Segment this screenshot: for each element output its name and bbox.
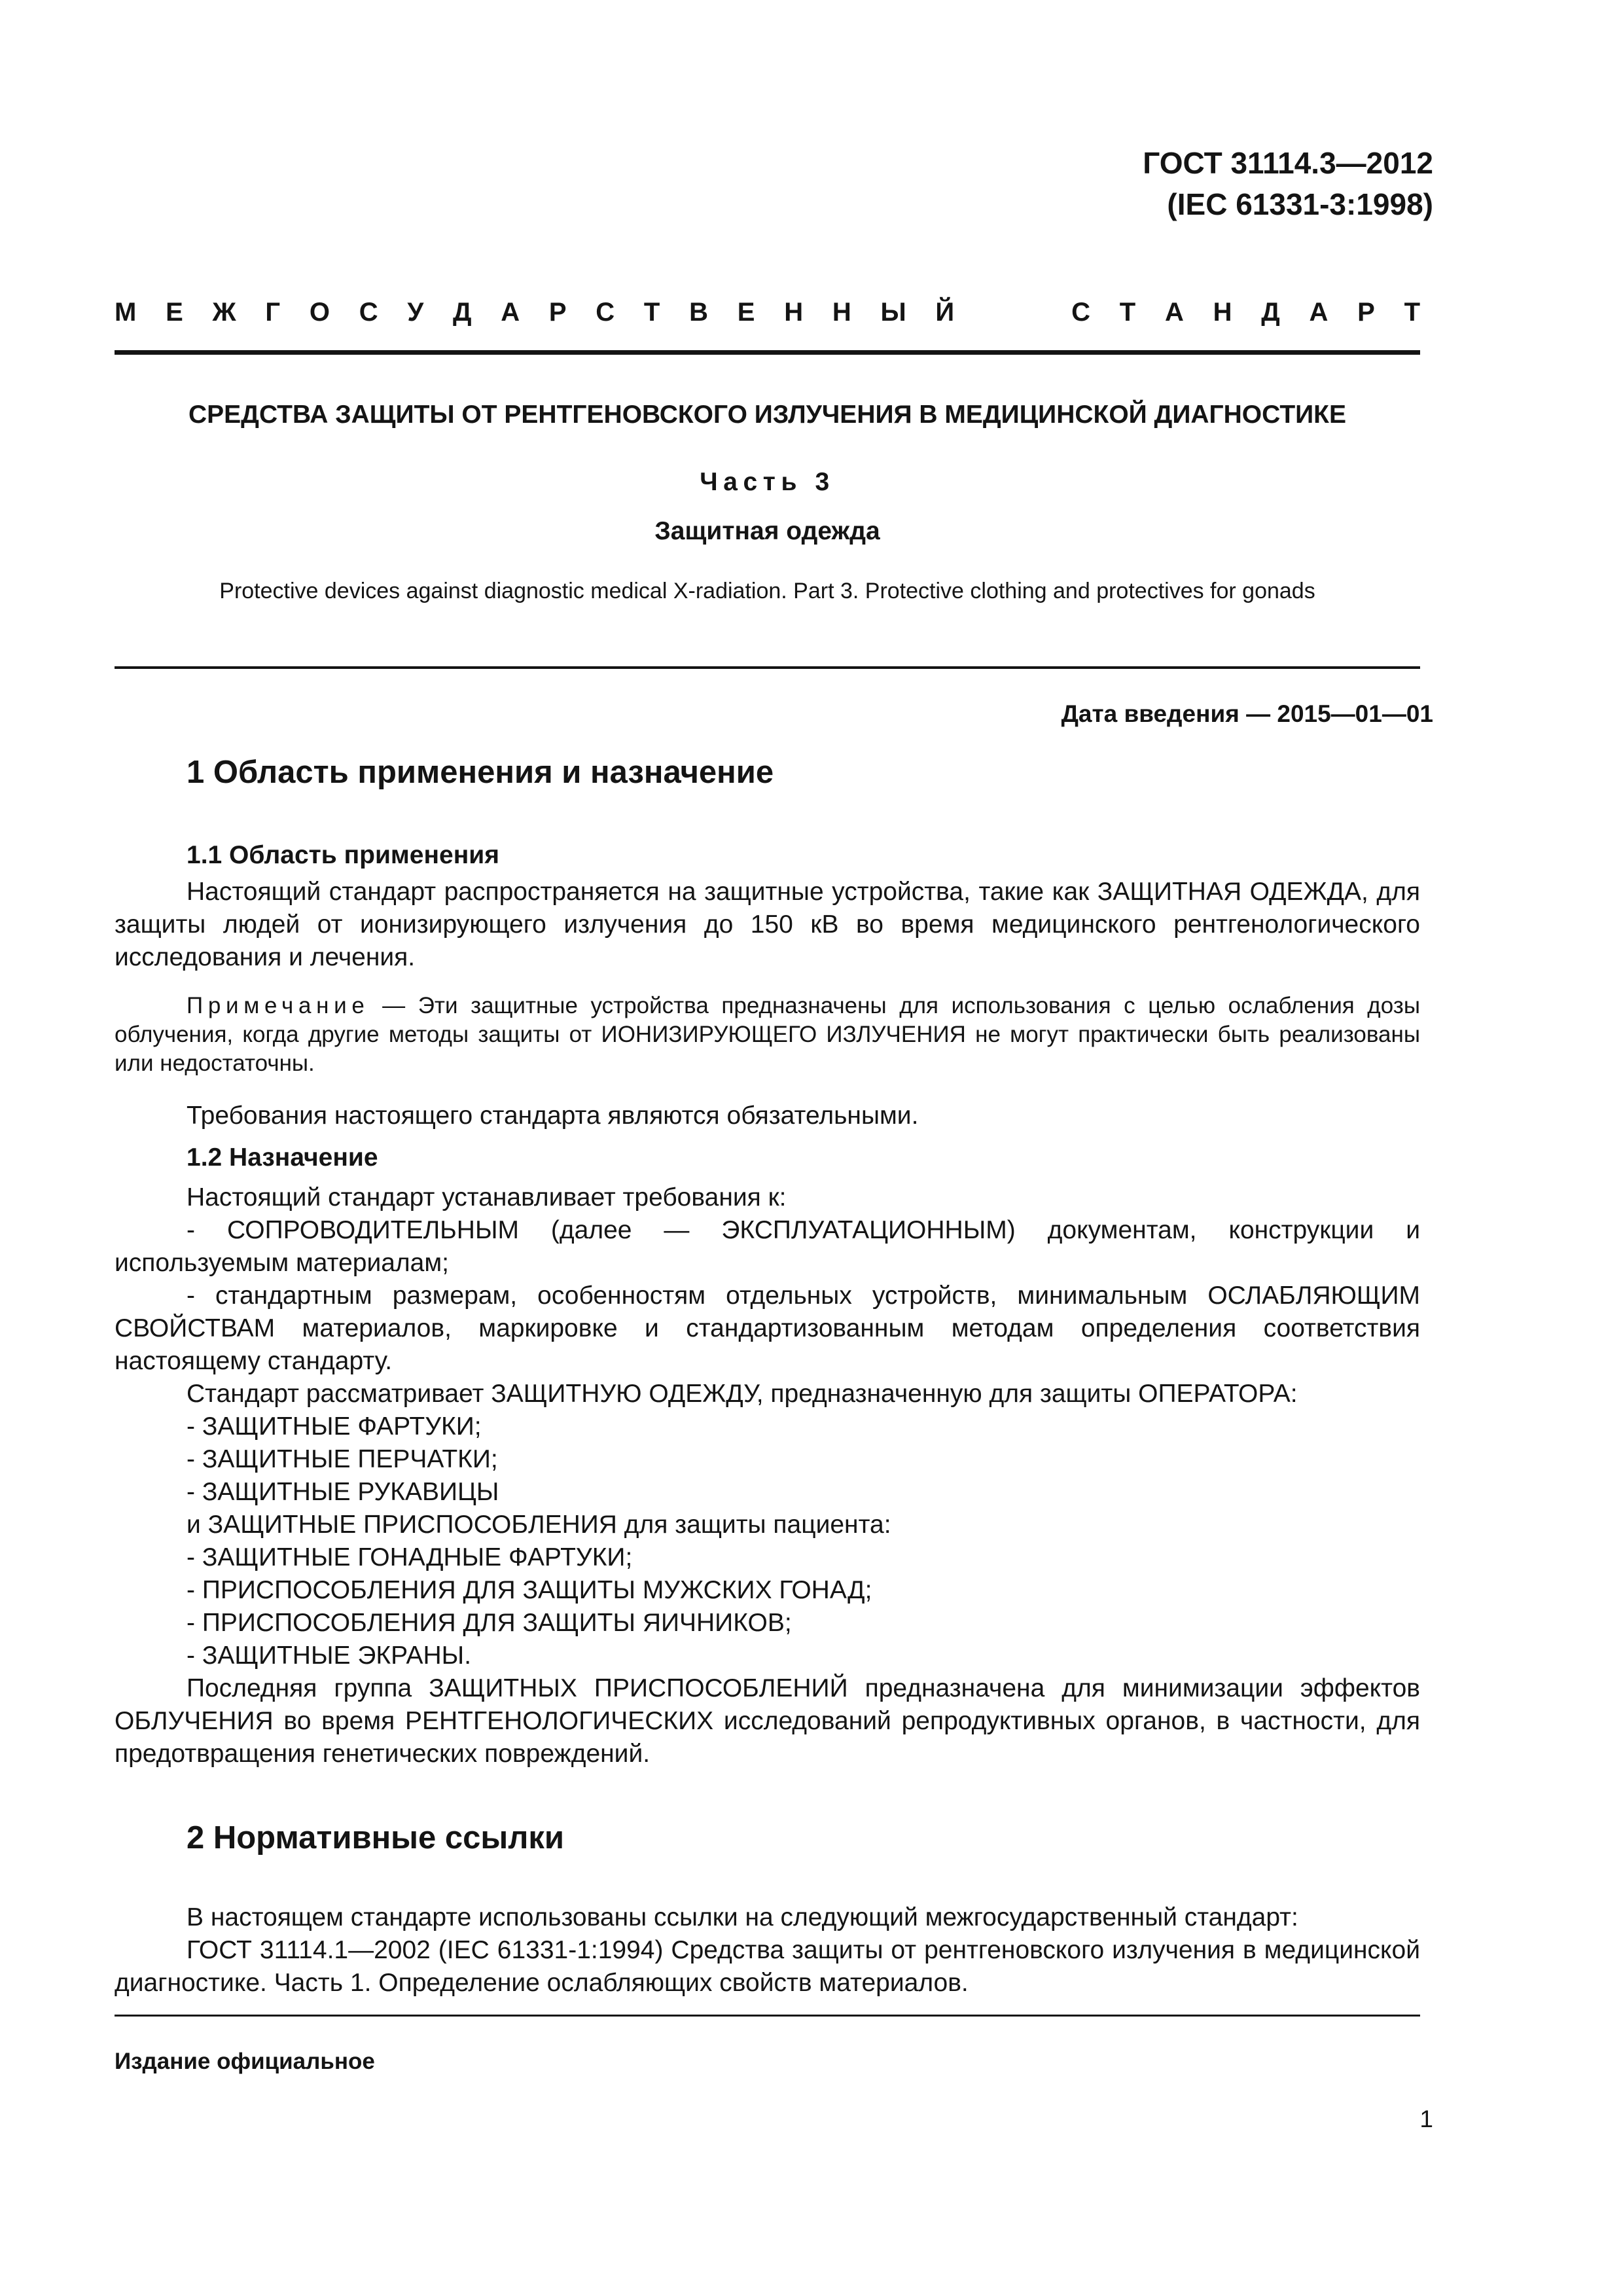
references-intro: В настоящем стандарте использованы ссылки на следующий межгосударственный стандарт: [187,1903,1298,1931]
patient-item: - ЗАЩИТНЫЕ ГОНАДНЫЕ ФАРТУКИ; [187,1543,633,1571]
note-paragraph [115,992,1420,1078]
reference-item: ГОСТ 31114.1—2002 (IEC 61331-1:1994) Средства защиты от рентгеновского излучения в медицинской диагностике. Часть 1. Определение ослабляющих свойств материалов. [115,1936,1420,1997]
title-rule [115,666,1420,669]
last-group-paragraph: Последняя группа ЗАЩИТНЫХ ПРИСПОСОБЛЕНИЙ предназначена для минимизации эффектов ОБЛУЧЕНИЯ во время РЕНТГЕНОЛОГИЧЕСКИХ исследований репродуктивных органов, в частности, для предотвращения генетических повреждений. [115,1674,1420,1768]
operator-item: - ЗАЩИТНЫЕ РУКАВИЦЫ [187,1478,499,1506]
operator-item: - ЗАЩИТНЫЕ ПЕРЧАТКИ; [187,1445,498,1473]
scope-paragraph: Настоящий стандарт распространяется на защитные устройства, такие как ЗАЩИТНАЯ ОДЕЖДА, для защиты людей от ионизирующего излучения до 150 кВ во время медицинского рентгенологического исследования и лечения. [115,878,1420,971]
page-number: 1 [1419,2106,1433,2132]
note-block [115,992,1420,1078]
section-1-2-heading: 1.2 Назначение [187,1143,378,1172]
english-title: Protective devices against diagnostic medical X-radiation. Part 3. Protective clothing and protectives for gonads [219,579,1315,603]
document-subtitle: Защитная одежда [654,517,880,545]
standard-type: М Е Ж Г О С У Д А Р С Т В Е Н Н Ы Й С Т А Н Д А Р Т [115,298,1420,327]
footer-rule [115,2015,1420,2017]
section-1-1-heading: 1.1 Область применения [187,841,499,869]
patient-item: - ЗАЩИТНЫЕ ЭКРАНЫ. [187,1641,472,1670]
purpose-intro: Настоящий стандарт устанавливает требования к: [187,1183,787,1211]
document-title: СРЕДСТВА ЗАЩИТЫ ОТ РЕНТГЕНОВСКОГО ИЗЛУЧЕНИЯ В МЕДИЦИНСКОЙ ДИАГНОСТИКЕ [188,401,1346,429]
note-label: Примечание [187,993,370,1018]
patient-item: - ПРИСПОСОБЛЕНИЯ ДЛЯ ЗАЩИТЫ ЯИЧНИКОВ; [187,1609,792,1637]
operator-item: - ЗАЩИТНЫЕ ФАРТУКИ; [187,1412,482,1441]
requirements-paragraph: Требования настоящего стандарта являются обязательными. [187,1102,919,1130]
section-1-2-body [115,1181,1420,1770]
operator-intro: Стандарт рассматривает ЗАЩИТНУЮ ОДЕЖДУ, предназначенную для защиты ОПЕРАТОРА: [187,1380,1298,1408]
patient-item: - ПРИСПОСОБЛЕНИЯ ДЛЯ ЗАЩИТЫ МУЖСКИХ ГОНАД; [187,1576,872,1604]
section-2-body [115,1901,1420,2000]
section-1-1-body [115,876,1420,974]
part-number: Часть 3 [700,468,835,496]
purpose-item: - стандартным размерам, особенностям отдельных устройств, минимальным ОСЛАБЛЯЮЩИМ СВОЙСТВАМ материалов, маркировке и стандартизованным методам определения соответствия настоящему стандарту. [115,1282,1420,1375]
patient-intro: и ЗАЩИТНЫЕ ПРИСПОСОБЛЕНИЯ для защиты пациента: [187,1511,891,1539]
top-rule [115,350,1420,355]
section-1-heading: 1 Область применения и назначение [187,755,774,790]
standard-code: ГОСТ 31114.3—2012 [1143,146,1433,180]
edition-label: Издание официальное [115,2049,375,2074]
purpose-item: - СОПРОВОДИТЕЛЬНЫМ (далее — ЭКСПЛУАТАЦИОННЫМ) документам, конструкции и используемым материалам; [115,1216,1420,1277]
intro-date: Дата введения — 2015—01—01 [1061,700,1433,727]
requirements-block [115,1100,1420,1132]
section-2-heading: 2 Нормативные ссылки [187,1820,564,1856]
note-text: — Эти защитные устройства предназначены для использования с целью ослабления дозы облучения, когда другие методы защиты от ИОНИЗИРУЮЩЕГО ИЗЛУЧЕНИЯ не могут практически быть реализованы или недостаточны. [115,993,1420,1076]
iec-code: (IEC 61331-3:1998) [1167,187,1433,221]
